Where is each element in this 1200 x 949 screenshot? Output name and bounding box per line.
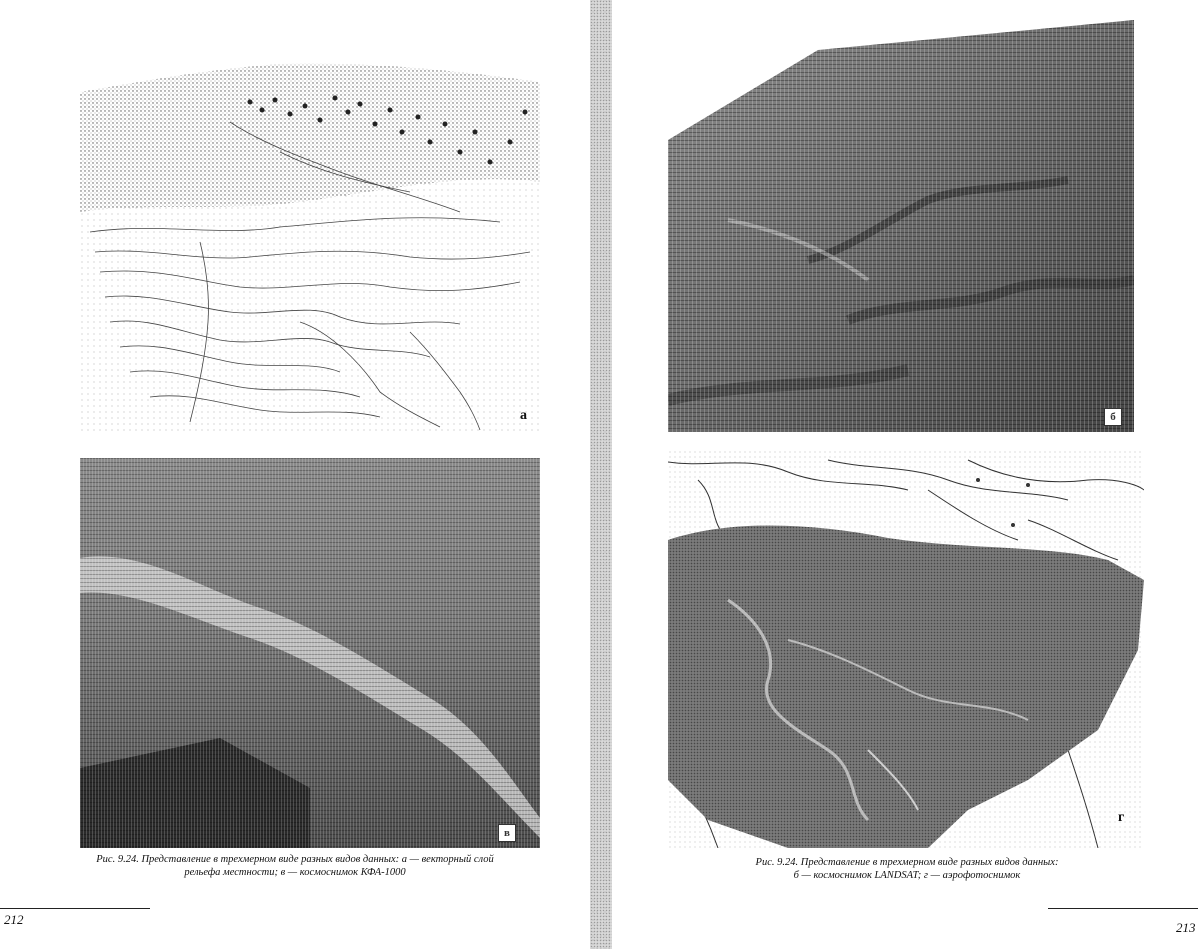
relief-contour-drawing bbox=[80, 62, 540, 432]
aerial-photo-terrain bbox=[668, 450, 1144, 848]
left-caption bbox=[30, 853, 560, 879]
right-caption bbox=[632, 856, 1182, 882]
figure-g-aerial-photo bbox=[668, 450, 1144, 848]
left-page-number: 212 bbox=[4, 912, 24, 927]
figure-v-letter: в bbox=[498, 824, 516, 842]
left-caption-line-1: Рис. 9.24. Представление в трехмерном виде разных видов данных: а — векторный слой bbox=[96, 854, 494, 865]
right-caption-line-1: Рис. 9.24. Представление в трехмерном виде разных видов данных: bbox=[755, 857, 1059, 868]
kfa1000-raster bbox=[80, 458, 540, 848]
figure-b-landsat-image bbox=[668, 20, 1134, 432]
book-gutter bbox=[590, 0, 612, 949]
left-page bbox=[0, 0, 590, 949]
figure-v-kfa1000-image bbox=[80, 458, 540, 848]
figure-g-letter: г bbox=[1118, 810, 1125, 825]
figure-a-letter: а bbox=[520, 408, 527, 423]
left-footer-rule bbox=[0, 908, 150, 909]
right-page-number: 213 bbox=[1176, 920, 1196, 935]
right-caption-line-2: б — космоснимок LANDSAT; г — аэрофотоснимок bbox=[793, 870, 1021, 881]
landsat-raster bbox=[668, 20, 1134, 432]
right-footer-rule bbox=[1048, 908, 1198, 909]
left-caption-line-2: рельефа местности; в — космоснимок КФА-1000 bbox=[184, 867, 406, 878]
right-page bbox=[612, 0, 1200, 949]
figure-a-vector-relief bbox=[80, 62, 540, 432]
figure-b-letter: б bbox=[1104, 408, 1122, 426]
